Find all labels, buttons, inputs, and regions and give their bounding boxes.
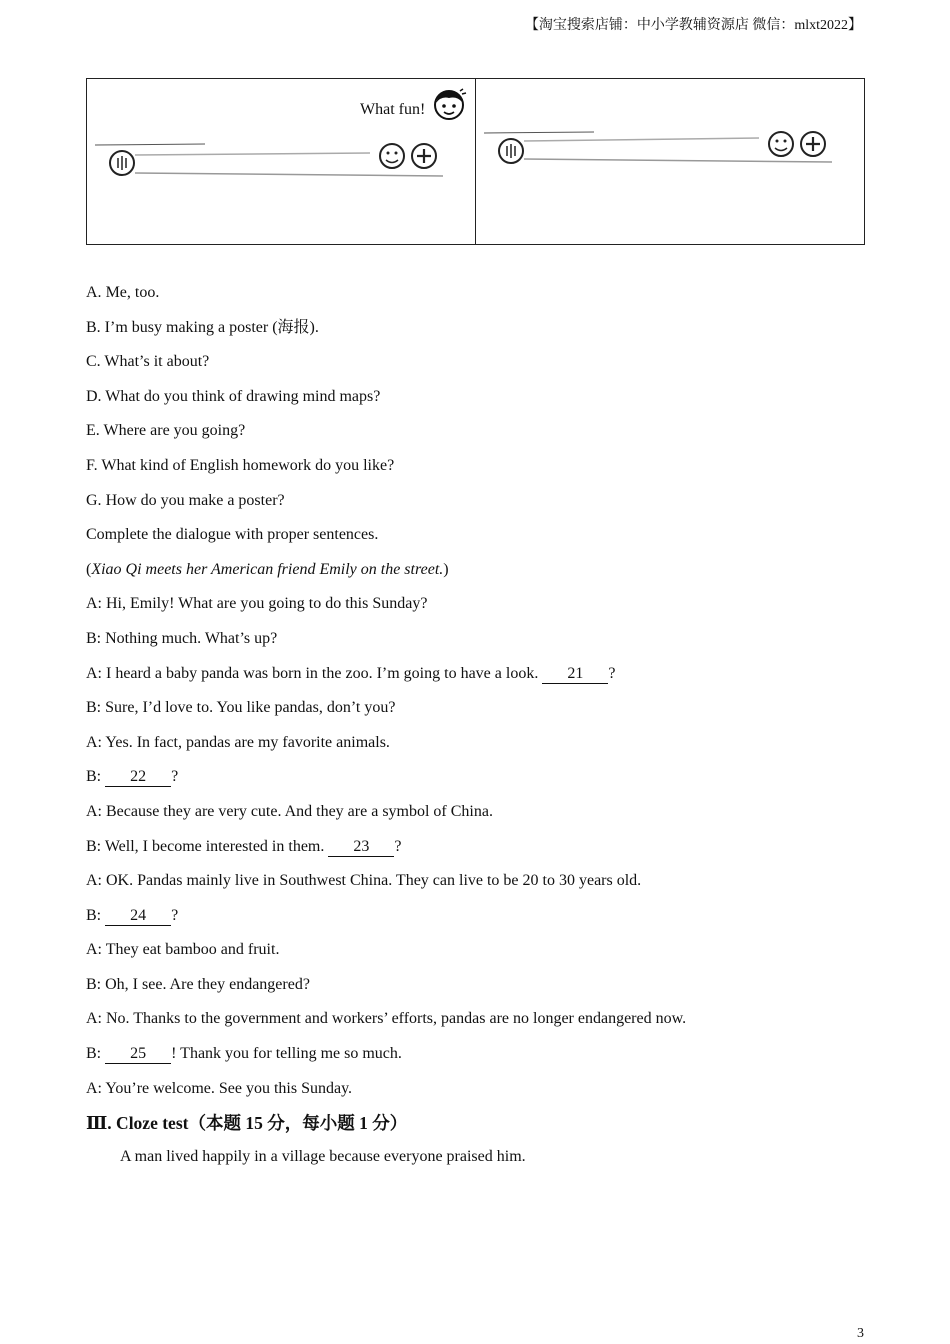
- dialogue-text: I heard a baby panda was born in the zoo. I’m going to have a look.: [106, 664, 539, 682]
- dialogue-text: Sure, I’d love to. You like pandas, don’t you?: [105, 699, 396, 717]
- dialogue-tail: ?: [608, 664, 616, 682]
- dialogue-line: [86, 731, 876, 766]
- dialogue-line: [86, 1077, 876, 1112]
- dialogue-text: Yes. In fact, pandas are my favorite animals.: [105, 733, 390, 751]
- speaker-label: A:: [86, 802, 102, 820]
- speaker-label: B:: [86, 975, 102, 993]
- chat-bubble-line: [484, 129, 834, 169]
- dialogue-context: (Xiao Qi meets her American friend Emily on the street.): [86, 560, 449, 578]
- dialogue-line: [86, 835, 876, 870]
- answer-blank[interactable]: 22: [105, 768, 171, 787]
- speaker-label: A:: [86, 595, 102, 613]
- dialogue-line: [86, 1007, 876, 1042]
- dialogue-tail: ?: [171, 906, 179, 924]
- dialogue-line: [86, 696, 876, 731]
- option-e: E. Where are you going?: [86, 422, 246, 440]
- dialogue-line: [86, 800, 876, 835]
- answer-blank[interactable]: 25: [105, 1045, 171, 1064]
- dialogue-tail: ?: [394, 837, 402, 855]
- smile-icon[interactable]: [380, 144, 404, 168]
- cloze-paragraph: A man lived happily in a village because everyone praised him.: [120, 1148, 526, 1165]
- option-c: C. What’s it about?: [86, 353, 210, 371]
- question-body: [86, 281, 876, 1111]
- speaker-label: A:: [86, 1079, 102, 1097]
- speaker-label: B:: [86, 837, 102, 855]
- dialogue-line: [86, 904, 876, 939]
- chat-panels: [86, 78, 865, 245]
- speaker-label: B:: [86, 1045, 102, 1063]
- dialogue-text: Well, I become interested in them.: [104, 837, 325, 855]
- dialogue-line: [86, 869, 876, 904]
- plus-icon[interactable]: [412, 144, 436, 168]
- dialogue-line: [86, 592, 876, 627]
- option-a: A. Me, too.: [86, 284, 160, 301]
- speaker-label: A:: [86, 664, 102, 682]
- dialogue-text: You’re welcome. See you this Sunday.: [105, 1079, 353, 1097]
- chat-bubble-line: [95, 141, 445, 181]
- dialogue-line: [86, 662, 876, 697]
- answer-blank[interactable]: 21: [542, 665, 608, 684]
- speaker-label: A:: [86, 733, 102, 751]
- option-g: G. How do you make a poster?: [86, 491, 285, 509]
- dialogue-text: They eat bamboo and fruit.: [105, 941, 280, 959]
- speaker-label: B:: [86, 629, 102, 647]
- dialogue-text: OK. Pandas mainly live in Southwest China. They can live to be 20 to 30 years old.: [106, 872, 642, 890]
- instruction: Complete the dialogue with proper sentences.: [86, 526, 379, 544]
- dialogue-tail: ?: [171, 768, 179, 786]
- smile-icon[interactable]: [769, 132, 793, 156]
- panel-caption: What fun!: [360, 101, 426, 118]
- chat-panel-right: [476, 79, 864, 244]
- dialogue-line: [86, 765, 876, 800]
- speaker-label: A:: [86, 1010, 102, 1028]
- option-b: B. I’m busy making a poster (海报).: [86, 318, 319, 336]
- answer-blank[interactable]: 23: [328, 838, 394, 857]
- girl-face-icon: [431, 87, 467, 123]
- voice-icon[interactable]: [499, 139, 523, 163]
- dialogue-text: No. Thanks to the government and workers’ efforts, pandas are no longer endangered now.: [106, 1010, 687, 1028]
- speaker-label: B:: [86, 699, 102, 717]
- option-d: D. What do you think of drawing mind maps?: [86, 387, 381, 405]
- speaker-label: A:: [86, 941, 102, 959]
- speaker-label: A:: [86, 872, 102, 890]
- dialogue-text: Nothing much. What’s up?: [105, 629, 278, 647]
- voice-icon[interactable]: [110, 151, 134, 175]
- chat-panel-left: [87, 79, 476, 244]
- dialogue-text: Oh, I see. Are they endangered?: [105, 975, 310, 993]
- watermark-header: 【淘宝搜索店铺：中小学教辅资源店 微信：mlxt2022】: [524, 18, 862, 33]
- option-f: F. What kind of English homework do you like?: [86, 456, 395, 474]
- speaker-label: B:: [86, 768, 102, 786]
- dialogue-tail: ! Thank you for telling me so much.: [171, 1045, 402, 1063]
- page-number: 3: [857, 1326, 864, 1341]
- dialogue: [86, 592, 876, 1111]
- section-title: Ⅲ. Cloze test（本题 15 分，每小题 1 分）: [86, 1113, 408, 1133]
- answer-blank[interactable]: 24: [105, 907, 171, 926]
- dialogue-line: [86, 938, 876, 973]
- dialogue-line: [86, 973, 876, 1008]
- dialogue-text: Because they are very cute. And they are a symbol of China.: [106, 802, 493, 820]
- plus-icon[interactable]: [801, 132, 825, 156]
- speaker-label: B:: [86, 906, 102, 924]
- dialogue-text: Hi, Emily! What are you going to do this Sunday?: [106, 595, 428, 613]
- dialogue-line: [86, 627, 876, 662]
- dialogue-line: [86, 1042, 876, 1077]
